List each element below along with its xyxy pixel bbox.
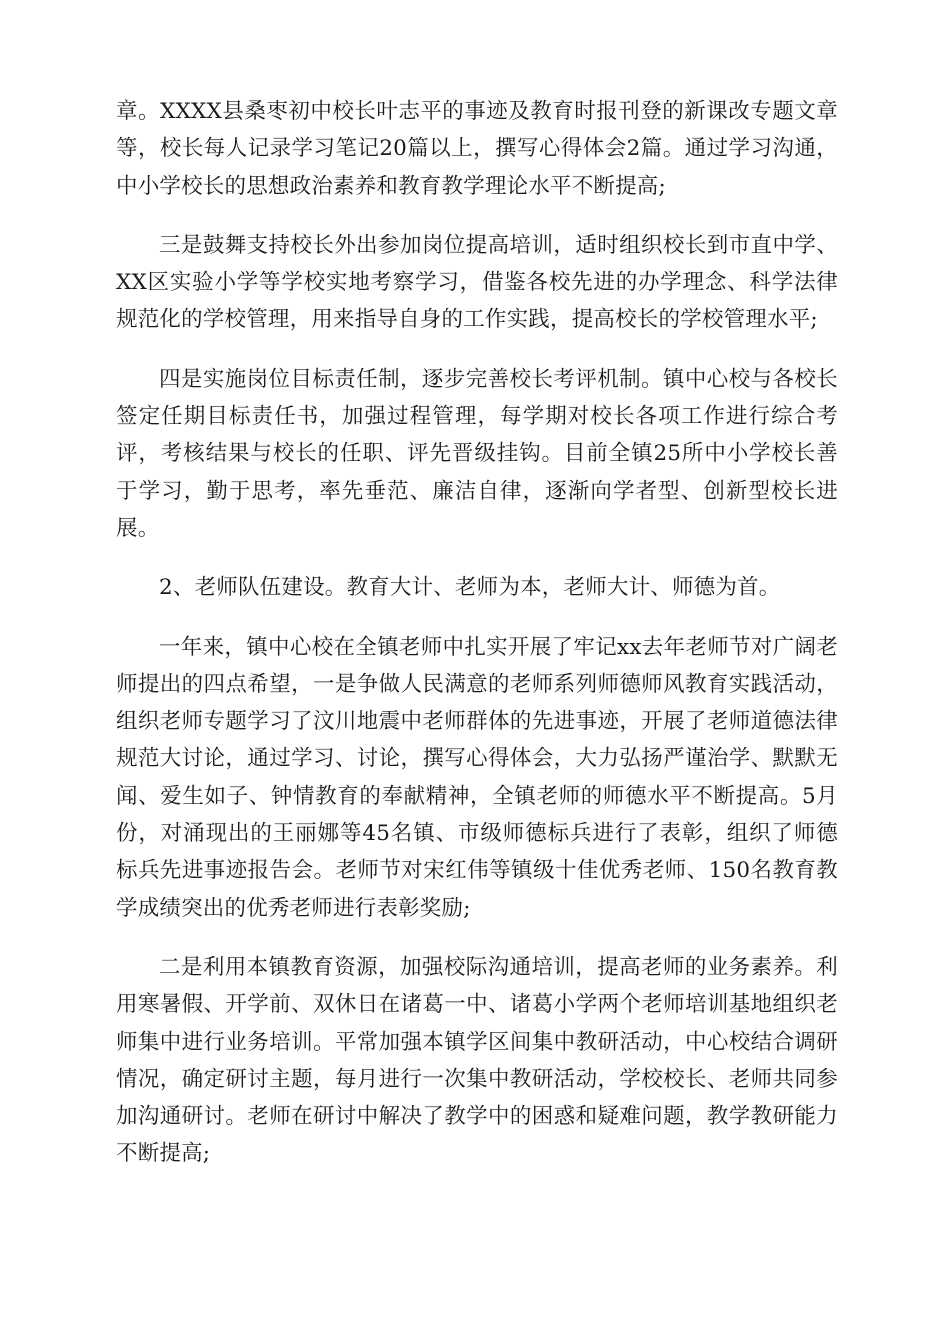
paragraph: 2、老师队伍建设。教育大计、老师为本，老师大计、师德为首。 — [159, 575, 781, 601]
paragraph: 一年来，镇中心校在全镇老师中扎实开展了牢记xx去年老师节对广阔老师提出的四点希望，一是争做人民满意的老师系列师德师风教育实践活动，组织老师专题学习了汶川地震中老师群体的先进事迹，开展了老师道德法律规范大讨论，通过学习、讨论，撰写心得体会，大力弘扬严谨治学、默默无闻、爱生如子、钟情教育的奉献精神，全镇老师的师德水平不断提高。5月份，对涌现出的王丽娜等45名镇、市级师德标兵进行了表彰，组织了师德标兵先进事迹报告会。老师节对宋红伟等镇级十佳优秀老师、150名教育教学成绩突出的优秀老师进行表彰奖励; — [116, 634, 838, 921]
paragraph: 二是利用本镇教育资源，加强校际沟通培训，提高老师的业务素养。利用寒暑假、开学前、双休日在诸葛一中、诸葛小学两个老师培训基地组织老师集中进行业务培训。平常加强本镇学区间集中教研活动，中心校结合调研情况，确定研讨主题，每月进行一次集中教研活动，学校校长、老师共同参加沟通研讨。老师在研讨中解决了教学中的困惑和疑难问题，教学教研能力不断提高; — [116, 954, 838, 1167]
document-body — [116, 93, 838, 1195]
paragraph: 章。XXXX县桑枣初中校长叶志平的事迹及教育时报刊登的新课改专题文章等，校长每人记录学习笔记20篇以上，撰写心得体会2篇。通过学习沟通，中小学校长的思想政治素养和教育教学理论水平不断提高; — [116, 99, 838, 199]
paragraph: 三是鼓舞支持校长外出参加岗位提高培训，适时组织校长到市直中学、XX区实验小学等学校实地考察学习，借鉴各校先进的办学理念、科学法律规范化的学校管理，用来指导自身的工作实践，提高校长的学校管理水平; — [116, 232, 838, 333]
paragraph: 四是实施岗位目标责任制，逐步完善校长考评机制。镇中心校与各校长签定任期目标责任书，加强过程管理，每学期对校长各项工作进行综合考评，考核结果与校长的任职、评先晋级挂钩。目前全镇25所中小学校长善于学习，勤于思考，率先垂范、廉洁自律，逐渐向学者型、创新型校长进展。 — [116, 366, 838, 541]
